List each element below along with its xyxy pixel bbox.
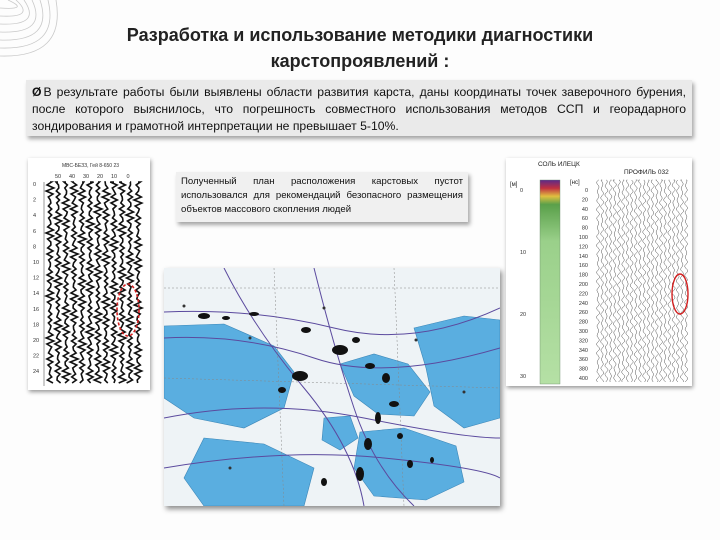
georadar-plot (28, 158, 150, 390)
georadar-y-tick: 2 (33, 197, 37, 204)
ssp-unit-left: [м] (510, 182, 518, 188)
ssp-mid-tick: 20 (581, 197, 588, 204)
ssp-profile-plot (506, 158, 692, 386)
ssp-trace (609, 180, 612, 382)
ssp-left-tick: 30 (520, 374, 527, 380)
georadar-y-tick: 4 (33, 213, 37, 220)
ssp-mid-tick: 360 (578, 357, 588, 364)
georadar-trace (46, 182, 54, 383)
ssp-mid-tick: 240 (578, 300, 588, 307)
georadar-y-tick: 10 (33, 260, 40, 266)
georadar-trace (94, 182, 102, 383)
georadar-figure (28, 158, 150, 390)
ssp-trace (613, 180, 617, 382)
ssp-trace (638, 180, 642, 382)
ssp-mid-tick: 0 (584, 188, 588, 194)
georadar-trace (102, 182, 110, 383)
karst-map-drawing (164, 268, 500, 506)
ssp-mid-tick: 120 (578, 244, 588, 251)
georadar-trace (126, 182, 134, 383)
georadar-x-tick: 10 (110, 174, 118, 180)
georadar-trace (70, 182, 78, 383)
ssp-left-tick: 20 (520, 312, 527, 318)
ssp-mid-tick: 100 (578, 235, 588, 241)
ssp-mid-tick: 40 (581, 206, 588, 213)
ssp-trace (601, 180, 605, 382)
ssp-left-scale (520, 188, 526, 380)
ssp-trace (668, 180, 672, 382)
georadar-x-ticks (55, 174, 130, 180)
georadar-x-tick: 30 (82, 174, 90, 180)
ssp-mid-tick: 60 (581, 216, 588, 223)
georadar-trace (62, 182, 70, 383)
ssp-trace (634, 180, 638, 382)
georadar-y-tick: 16 (33, 306, 40, 313)
georadar-y-tick: 18 (33, 322, 40, 329)
ssp-trace (621, 180, 625, 382)
page-title: Разработка и использование методики диагностики карстопроявлений : (126, 25, 594, 71)
ssp-trace (617, 180, 621, 382)
georadar-x-tick: 0 (126, 174, 130, 180)
ssp-title-left: СОЛЬ ИЛЕЦК (538, 161, 580, 168)
georadar-y-ticks (33, 182, 39, 375)
ssp-trace (676, 180, 680, 382)
ssp-trace (655, 180, 659, 382)
georadar-x-tick: 40 (68, 174, 76, 180)
anomaly-ellipse-ssp (672, 274, 688, 314)
ssp-mid-tick: 180 (578, 272, 588, 279)
ssp-mid-tick: 200 (578, 282, 588, 288)
ssp-mid-tick: 400 (578, 376, 588, 382)
ssp-trace (642, 180, 646, 382)
georadar-y-tick: 22 (33, 353, 40, 360)
ssp-trace (605, 180, 608, 382)
georadar-trace (54, 182, 62, 383)
ssp-mid-tick: 140 (578, 253, 588, 260)
ssp-mid-tick: 80 (581, 225, 588, 232)
ssp-trace (680, 180, 684, 382)
georadar-y-tick: 6 (33, 228, 37, 235)
ssp-trace (651, 180, 655, 382)
ssp-trace (647, 180, 651, 382)
ssp-trace (596, 180, 600, 382)
ssp-title-right: ПРОФИЛЬ 032 (624, 169, 669, 176)
ssp-left-tick: 0 (520, 188, 524, 194)
ssp-mid-scale (579, 188, 588, 382)
ssp-trace (630, 180, 634, 382)
georadar-y-tick: 12 (33, 275, 40, 282)
ssp-mid-tick: 300 (578, 329, 588, 335)
ssp-mid-tick: 380 (578, 366, 588, 373)
ssp-profile-figure (506, 158, 692, 386)
georadar-y-tick: 24 (33, 369, 40, 376)
figure-caption: Полученный план расположения карстовых пустот использовался для рекомендаций безопасного размещения объектов массового скопления людей (176, 172, 468, 222)
georadar-y-tick: 8 (33, 244, 37, 251)
ssp-trace (659, 180, 663, 382)
ssp-mid-tick: 340 (578, 347, 588, 354)
ssp-unit-mid: [нс] (570, 180, 580, 186)
georadar-traces (46, 182, 142, 383)
ssp-mid-tick: 260 (578, 310, 588, 317)
georadar-x-tick: 50 (54, 174, 62, 180)
georadar-header: МВС-БЕЗЗ, Гей 8-650 23 (62, 163, 120, 169)
borehole-column (540, 180, 560, 384)
ssp-mid-tick: 160 (578, 263, 588, 270)
georadar-y-tick: 14 (33, 291, 40, 298)
bullet-text: В результате работы были выявлены области развития карста, даны координаты точек заверочного бурения, после которого выяснилось, что погрешность совместного использования методов ССП и георадарного зондирования и грамотной интерпретации не превышает 5-10%. (32, 85, 686, 133)
georadar-trace (110, 182, 118, 383)
georadar-x-tick: 20 (96, 174, 104, 180)
georadar-y-tick: 0 (33, 182, 37, 188)
georadar-y-tick: 20 (33, 338, 40, 344)
georadar-trace (78, 182, 86, 383)
ssp-mid-tick: 220 (578, 291, 588, 298)
ssp-mid-tick: 280 (578, 319, 588, 326)
result-bullet (26, 80, 692, 136)
ssp-trace (626, 180, 629, 382)
ssp-mid-tick: 320 (578, 338, 588, 345)
bullet-marker-icon: Ø (32, 85, 42, 99)
ssp-trace (663, 180, 667, 382)
karst-map (164, 268, 500, 506)
ssp-left-tick: 10 (520, 250, 527, 256)
